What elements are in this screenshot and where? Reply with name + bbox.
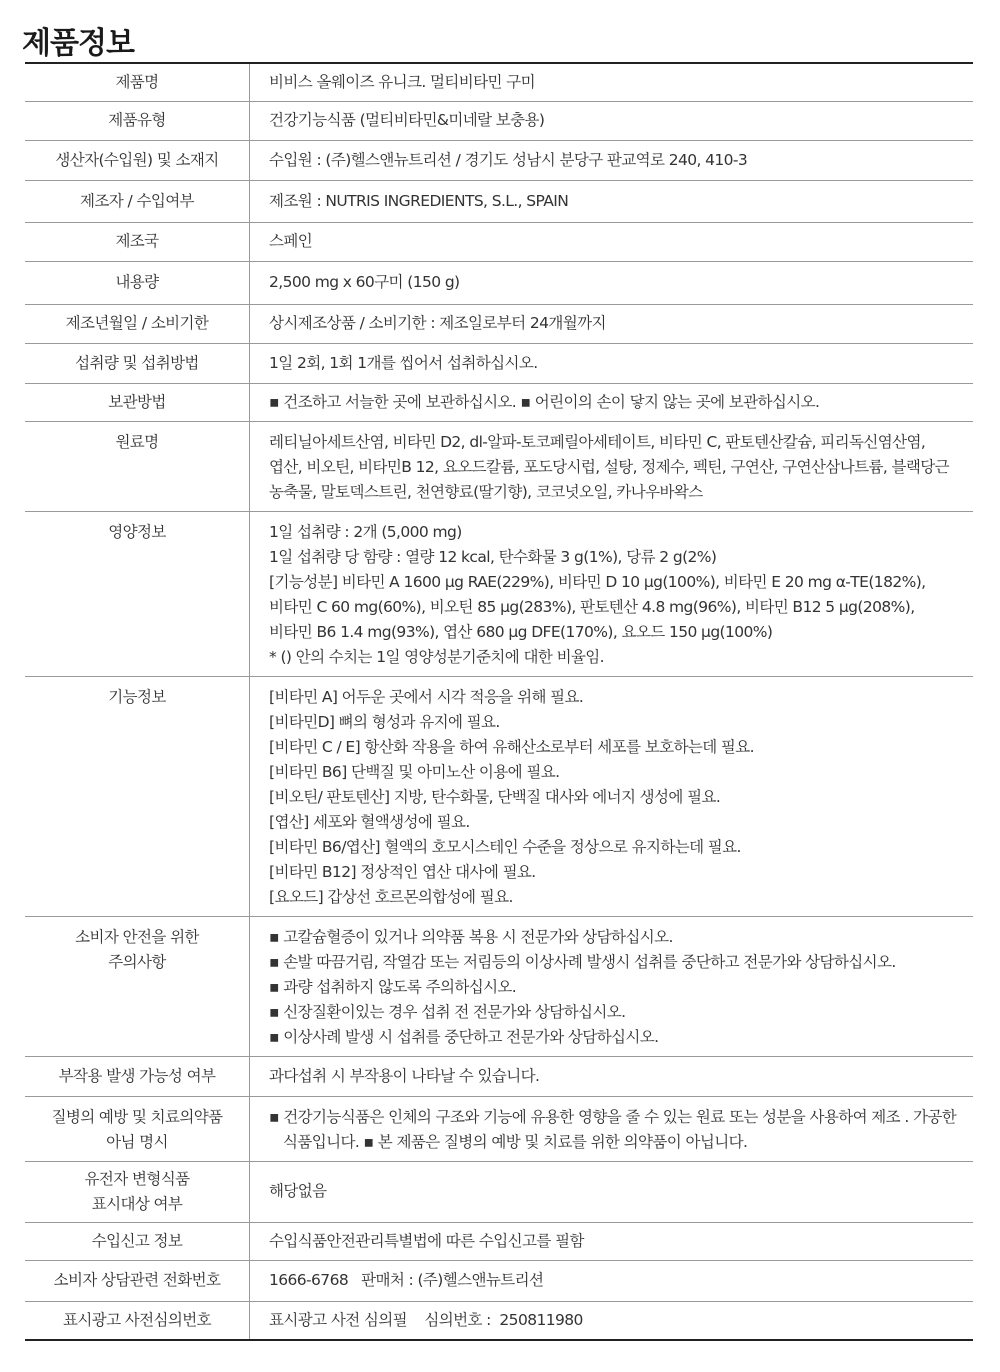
label-date-expiry: 제조년월일 / 소비기한 bbox=[25, 304, 250, 343]
label-country: 제조국 bbox=[25, 222, 250, 261]
value-country: 스페인 bbox=[269, 232, 313, 250]
row-intake bbox=[25, 343, 973, 383]
not-medicine-line: 식품입니다. ▪ 본 제품은 질병의 예방 및 치료를 위한 의약품이 아닙니다. bbox=[283, 1132, 748, 1151]
row-nutrition bbox=[25, 511, 973, 676]
value-content-amount: 2,500 mg x 60구미 (150 g) bbox=[269, 273, 460, 291]
row-country bbox=[25, 222, 973, 261]
label-line: 표시대상 여부 bbox=[91, 1194, 183, 1213]
label-product-name: 제품명 bbox=[25, 63, 250, 101]
row-side-effects bbox=[25, 1056, 973, 1096]
label-not-medicine bbox=[25, 1096, 250, 1161]
value-manufacturer-location: 수입원 : (주)헬스앤뉴트리션 / 경기도 성남시 분당구 판교역로 240, 410-3 bbox=[269, 150, 748, 169]
ingredients-line: 레티닐아세트산염, 비타민 D2, dl-알파-토코페릴아세테이트, 비타민 C, 판토텐산칼슘, 피리독신염산염, bbox=[269, 432, 926, 451]
ingredients-line: 농축물, 말토덱스트린, 천연향료(딸기향), 코코넛오일, 카나우바왁스 bbox=[269, 482, 703, 501]
value-safety-cautions bbox=[250, 916, 974, 1056]
row-product-name bbox=[25, 63, 973, 101]
caution-line: ▪ 과량 섭취하지 않도록 주의하십시오. bbox=[269, 977, 517, 996]
function-line: [요오드] 갑상선 호르몬의합성에 필요. bbox=[269, 887, 513, 906]
label-line: 소비자 안전을 위한 bbox=[75, 927, 199, 946]
value-phone: 1666-6768 판매처 : (주)헬스앤뉴트리션 bbox=[269, 1271, 544, 1289]
caution-line: ▪ 신장질환이있는 경우 섭취 전 전문가와 상담하십시오. bbox=[269, 1002, 626, 1021]
row-phone bbox=[25, 1260, 973, 1301]
function-line: [비타민 B6/엽산] 혈액의 호모시스테인 수준을 정상으로 유지하는데 필요. bbox=[269, 837, 741, 856]
value-not-medicine bbox=[250, 1096, 974, 1161]
nutrition-line: [기능성분] 비타민 A 1600 μg RAE(229%), 비타민 D 10 μg(100%), 비타민 E 20 mg α-TE(182%), bbox=[269, 572, 926, 591]
function-line: [엽산] 세포와 혈액생성에 필요. bbox=[269, 812, 470, 831]
label-function-info: 기능정보 bbox=[25, 676, 250, 916]
function-line: [비타민 C / E] 항산화 작용을 하여 유해산소로부터 세포를 보호하는데 필요. bbox=[269, 737, 754, 756]
function-line: [비오틴/ 판토텐산] 지방, 탄수화물, 단백질 대사와 에너지 생성에 필요. bbox=[269, 787, 721, 806]
label-safety-cautions bbox=[25, 916, 250, 1056]
function-line: [비타민 B6] 단백질 및 아미노산 이용에 필요. bbox=[269, 762, 560, 781]
product-info-table bbox=[25, 62, 973, 1341]
label-nutrition: 영양정보 bbox=[25, 511, 250, 676]
function-line: [비타민 B12] 정상적인 엽산 대사에 필요. bbox=[269, 862, 536, 881]
label-manufacturer-location: 생산자(수입원) 및 소재지 bbox=[25, 140, 250, 180]
value-product-type: 건강기능식품 (멀티비타민&미네랄 보충용) bbox=[269, 111, 545, 129]
row-not-medicine bbox=[25, 1096, 973, 1161]
function-line: [비타민 A] 어두운 곳에서 시각 적응을 위해 필요. bbox=[269, 687, 584, 706]
row-ingredients bbox=[25, 421, 973, 511]
value-intake: 1일 2회, 1회 1개를 씹어서 섭취하십시오. bbox=[269, 353, 538, 372]
value-side-effects: 과다섭취 시 부작용이 나타날 수 있습니다. bbox=[269, 1066, 540, 1085]
label-content-amount: 내용량 bbox=[25, 261, 250, 304]
caution-line: ▪ 고칼슘혈증이 있거나 의약품 복용 시 전문가와 상담하십시오. bbox=[269, 927, 673, 946]
label-ingredients: 원료명 bbox=[25, 421, 250, 511]
label-side-effects: 부작용 발생 가능성 여부 bbox=[25, 1056, 250, 1096]
label-phone: 소비자 상담관련 전화번호 bbox=[25, 1260, 250, 1301]
label-intake: 섭취량 및 섭취방법 bbox=[25, 343, 250, 383]
value-date-expiry: 상시제조상품 / 소비기한 : 제조일로부터 24개월까지 bbox=[269, 314, 606, 332]
row-safety-cautions bbox=[25, 916, 973, 1056]
value-nutrition bbox=[250, 511, 974, 676]
value-maker-import: 제조원 : NUTRIS INGREDIENTS, S.L., SPAIN bbox=[269, 191, 569, 210]
value-ingredients bbox=[250, 421, 974, 511]
nutrition-line: 1일 섭취량 당 함량 : 열량 12 kcal, 탄수화물 3 g(1%), 당류 2 g(2%) bbox=[269, 547, 717, 566]
not-medicine-line: ▪ 건강기능식품은 인체의 구조와 기능에 유용한 영향을 줄 수 있는 원료 또는 성분을 사용하여 제조 . 가공한 bbox=[269, 1107, 957, 1126]
label-line: 아님 명시 bbox=[106, 1132, 168, 1151]
row-manufacturer-location bbox=[25, 140, 973, 180]
label-ad-review: 표시광고 사전심의번호 bbox=[25, 1301, 250, 1340]
page-title: 제품정보 bbox=[22, 26, 134, 61]
label-import-report: 수입신고 정보 bbox=[25, 1222, 250, 1260]
label-gmo bbox=[25, 1161, 250, 1222]
value-gmo: 해당없음 bbox=[269, 1182, 327, 1200]
row-product-type bbox=[25, 101, 973, 140]
row-date-expiry bbox=[25, 304, 973, 343]
label-storage: 보관방법 bbox=[25, 383, 250, 421]
nutrition-line: 비타민 B6 1.4 mg(93%), 엽산 680 μg DFE(170%), 요오드 150 μg(100%) bbox=[269, 622, 773, 641]
value-ad-review: 표시광고 사전 심의필 심의번호 : 250811980 bbox=[269, 1310, 583, 1329]
value-product-name: 비비스 올웨이즈 유니크. 멀티비타민 구미 bbox=[269, 72, 535, 91]
value-storage: ▪ 건조하고 서늘한 곳에 보관하십시오. ▪ 어린이의 손이 닿지 않는 곳에 보관하십시오. bbox=[269, 392, 820, 411]
row-storage bbox=[25, 383, 973, 421]
nutrition-line: 1일 섭취량 : 2개 (5,000 mg) bbox=[269, 522, 462, 541]
row-import-report bbox=[25, 1222, 973, 1260]
function-line: [비타민D] 뼈의 형성과 유지에 필요. bbox=[269, 712, 500, 731]
row-content-amount bbox=[25, 261, 973, 304]
caution-line: ▪ 손발 따끔거림, 작열감 또는 저림등의 이상사례 발생시 섭취를 중단하고 전문가와 상담하십시오. bbox=[269, 952, 896, 971]
row-ad-review bbox=[25, 1301, 973, 1340]
row-maker-import bbox=[25, 180, 973, 222]
value-function-info bbox=[250, 676, 974, 916]
label-line: 유전자 변형식품 bbox=[84, 1169, 190, 1188]
value-import-report: 수입식품안전관리특별법에 따른 수입신고를 필함 bbox=[269, 1231, 584, 1250]
nutrition-note: * () 안의 수치는 1일 영양성분기준치에 대한 비율임. bbox=[269, 647, 605, 666]
nutrition-line: 비타민 C 60 mg(60%), 비오틴 85 μg(283%), 판토텐산 4.8 mg(96%), 비타민 B12 5 μg(208%), bbox=[269, 597, 915, 616]
label-product-type: 제품유형 bbox=[25, 101, 250, 140]
row-gmo bbox=[25, 1161, 973, 1222]
ingredients-line: 엽산, 비오틴, 비타민B 12, 요오드칼륨, 포도당시럽, 설탕, 정제수, 펙틴, 구연산, 구연산삼나트륨, 블랙당근 bbox=[269, 457, 949, 476]
label-maker-import: 제조자 / 수입여부 bbox=[25, 180, 250, 222]
label-line: 주의사항 bbox=[108, 952, 166, 971]
caution-line: ▪ 이상사례 발생 시 섭취를 중단하고 전문가와 상담하십시오. bbox=[269, 1027, 659, 1046]
row-function-info bbox=[25, 676, 973, 916]
label-line: 질병의 예방 및 치료의약품 bbox=[51, 1107, 223, 1126]
